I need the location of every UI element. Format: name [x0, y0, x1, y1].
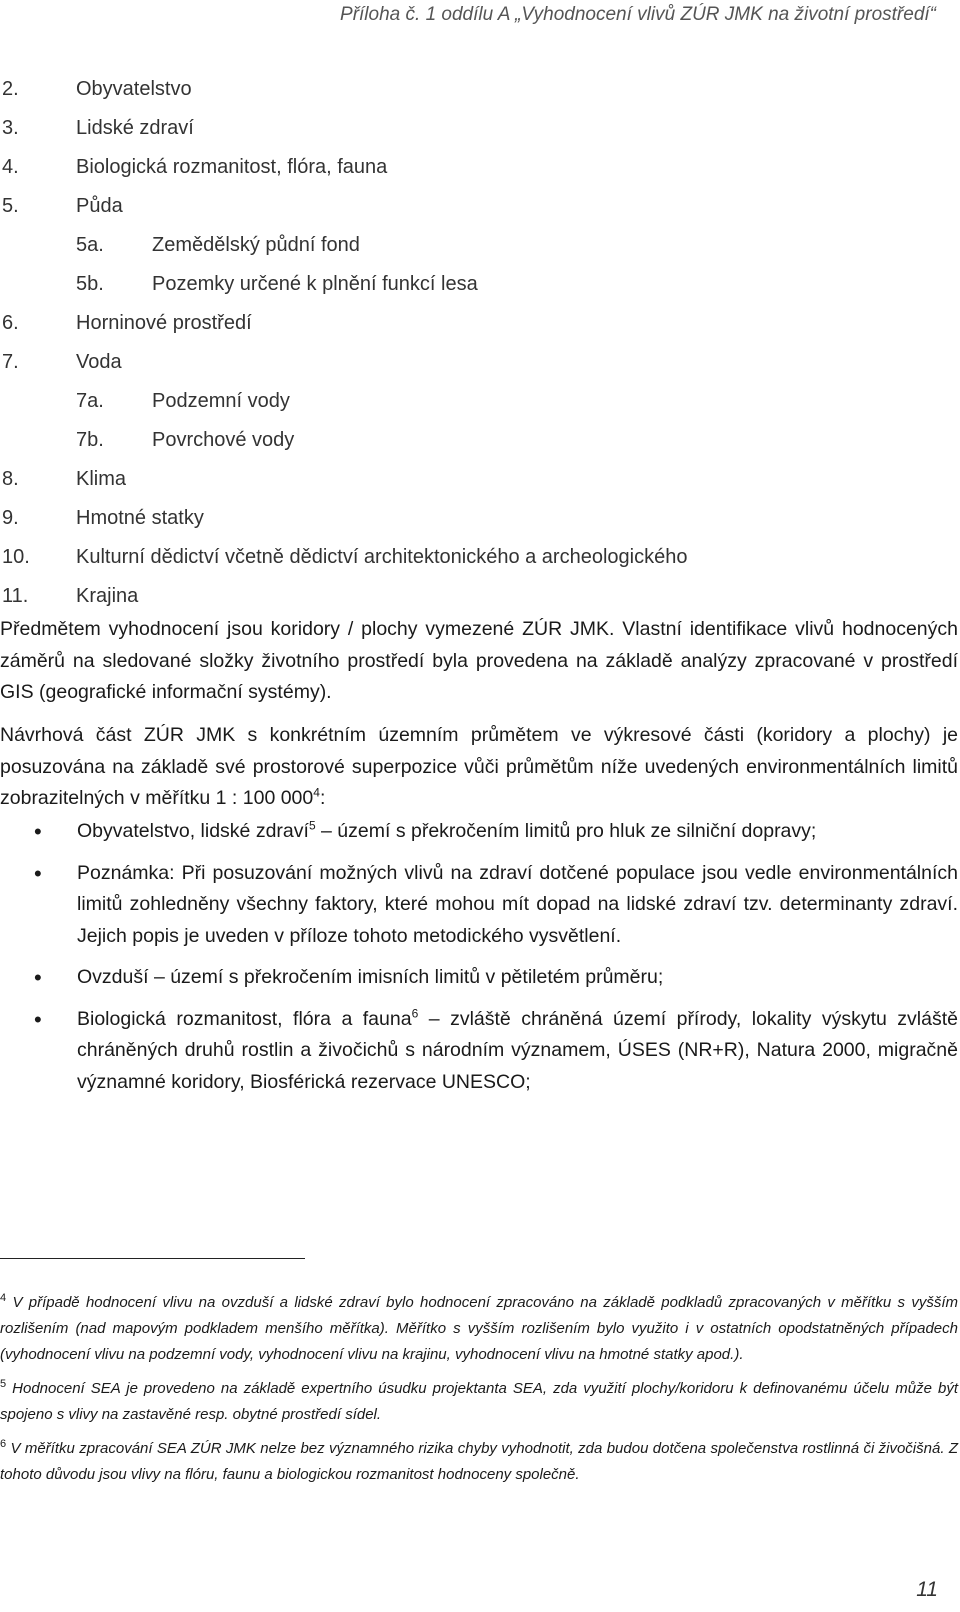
item-number: 7.	[2, 351, 19, 373]
list-item	[0, 499, 960, 538]
topic-list	[0, 70, 960, 616]
item-text: Biologická rozmanitost, flóra, fauna	[76, 156, 388, 178]
bullet-marker: •	[34, 965, 42, 990]
item-text: Obyvatelstvo	[76, 78, 192, 100]
list-item	[0, 148, 960, 187]
paragraph-proposal	[0, 720, 958, 815]
bullet-text: Biologická rozmanitost, flóra a fauna	[77, 1007, 412, 1030]
bullet-text: Ovzduší – území s překročením imisních limitů v pětiletém průměru;	[77, 966, 664, 988]
sub-list-item	[0, 421, 960, 460]
paragraph-end: :	[319, 787, 326, 809]
list-item	[0, 187, 960, 226]
item-text: Klima	[76, 468, 127, 490]
bullet-text: Poznámka: Při posuzování možných vlivů na zdraví dotčené populace jsou vedle environmentálních limitů zohledněny všechny faktory, které mohou mít dopad na lidské zdraví tzv. determinanty zdraví. Jejich popis je uveden v příloze tohoto metodického vysvětlení.	[77, 861, 958, 947]
item-number: 8.	[2, 468, 19, 490]
bullet-item	[0, 1004, 958, 1099]
item-number: 7b.	[76, 429, 104, 451]
bullet-text: – zvláště chráněná území přírody, lokality výskytu zvláště chráněných druhů rostlin a živočichů s národním významem, ÚSES (NR+R), Natura 2000, migračně významné koridory, Biosférická rezervace UNESCO;	[77, 1007, 958, 1093]
page-header: Příloha č. 1 oddílu A „Vyhodnocení vlivů ZÚR JMK na životní prostředí“	[340, 4, 936, 25]
item-text: Krajina	[76, 585, 139, 607]
item-number: 2.	[2, 78, 19, 100]
item-text: Horninové prostředí	[76, 312, 252, 334]
bullet-marker: •	[34, 819, 42, 844]
sub-list-item	[0, 226, 960, 265]
item-text: Půda	[76, 195, 123, 217]
sub-list-item	[0, 382, 960, 421]
page-number: 11	[916, 1578, 938, 1601]
bullet-text: Obyvatelstvo, lidské zdraví	[77, 820, 309, 842]
item-number: 11.	[2, 585, 29, 607]
item-number: 10.	[2, 546, 30, 568]
footnotes	[0, 1290, 958, 1496]
list-item	[0, 70, 960, 109]
bullet-marker: •	[34, 860, 42, 886]
item-number: 5.	[2, 195, 19, 217]
item-text: Kulturní dědictví včetně dědictví architektonického a archeologického	[76, 546, 688, 568]
item-number: 4.	[2, 156, 19, 178]
list-item	[0, 304, 960, 343]
footnote-ref: 5	[308, 818, 316, 833]
item-text: Podzemní vody	[152, 390, 290, 412]
list-item	[0, 109, 960, 148]
item-number: 7a.	[76, 390, 104, 412]
list-item	[0, 577, 960, 616]
bullet-text: – území s překročením limitů pro hluk ze silniční dopravy;	[315, 820, 817, 842]
bullet-item	[0, 962, 958, 994]
paragraph-subject: Předmětem vyhodnocení jsou koridory / plochy vymezené ZÚR JMK. Vlastní identifikace vlivů hodnocených záměrů na sledované složky životního prostředí byla provedena na základě analýzy zpracované v prostředí GIS (geografické informační systémy).	[0, 618, 958, 703]
footnote	[0, 1376, 958, 1428]
list-item	[0, 460, 960, 499]
bullet-item	[0, 816, 958, 848]
sub-list-item	[0, 265, 960, 304]
footnote-number: 5	[0, 1378, 7, 1390]
item-number: 6.	[2, 312, 19, 334]
list-item	[0, 343, 960, 382]
item-text: Hmotné statky	[76, 507, 204, 529]
item-number: 3.	[2, 117, 19, 139]
footnote-ref: 4	[313, 785, 320, 800]
footnote-text: V případě hodnocení vlivu na ovzduší a lidské zdraví bylo hodnocení zpracováno na základě podkladů zpracovaných v měřítku s vyšším rozlišením (nad mapovým podkladem menšího měřítka). Měřítko s vyšším rozlišením bylo využito i v ostatních opodstatněných případech (vyhodnocení vlivu na podzemní vody, vyhodnocení vlivu na krajinu, vyhodnocení vlivu na hmotné statky apod.).	[0, 1294, 958, 1363]
footnote-ref: 6	[411, 1006, 419, 1020]
bullet-marker: •	[34, 1006, 42, 1032]
item-text: Povrchové vody	[152, 429, 295, 451]
footnote-text: Hodnocení SEA je provedeno na základě expertního úsudku projektanta SEA, zda využití plochy/koridoru k definovanému účelu může být spojeno s vlivy na zastavěné resp. obytné prostředí sídel.	[0, 1380, 958, 1423]
footnote-number: 6	[0, 1438, 7, 1450]
item-number: 5b.	[76, 273, 104, 295]
bullet-item	[0, 858, 958, 953]
item-text: Zemědělský půdní fond	[152, 234, 360, 256]
item-number: 9.	[2, 507, 19, 529]
item-number: 5a.	[76, 234, 104, 256]
footnote-number: 4	[0, 1292, 7, 1304]
item-text: Lidské zdraví	[76, 117, 194, 139]
footnote-text: V měřítku zpracování SEA ZÚR JMK nelze bez významného rizika chyby vyhodnotit, zda budou dotčena společenstva rostlinná či živočišná. Z tohoto důvodu jsou vlivy na flóru, faunu a biologickou rozmanitost hodnoceny společně.	[0, 1440, 958, 1483]
footnote-separator	[0, 1258, 305, 1259]
footnote	[0, 1436, 958, 1488]
paragraph-text: Návrhová část ZÚR JMK s konkrétním územním průmětem ve výkresové části (koridory a plochy) je posuzována na základě své prostorové superpozice vůči průmětům níže uvedených environmentálních limitů zobrazitelných v měřítku 1 : 100 000	[0, 724, 958, 809]
footnote	[0, 1290, 958, 1368]
list-item	[0, 538, 960, 577]
item-text: Voda	[76, 351, 122, 373]
limits-list	[0, 816, 958, 1108]
item-text: Pozemky určené k plnění funkcí lesa	[152, 273, 478, 295]
